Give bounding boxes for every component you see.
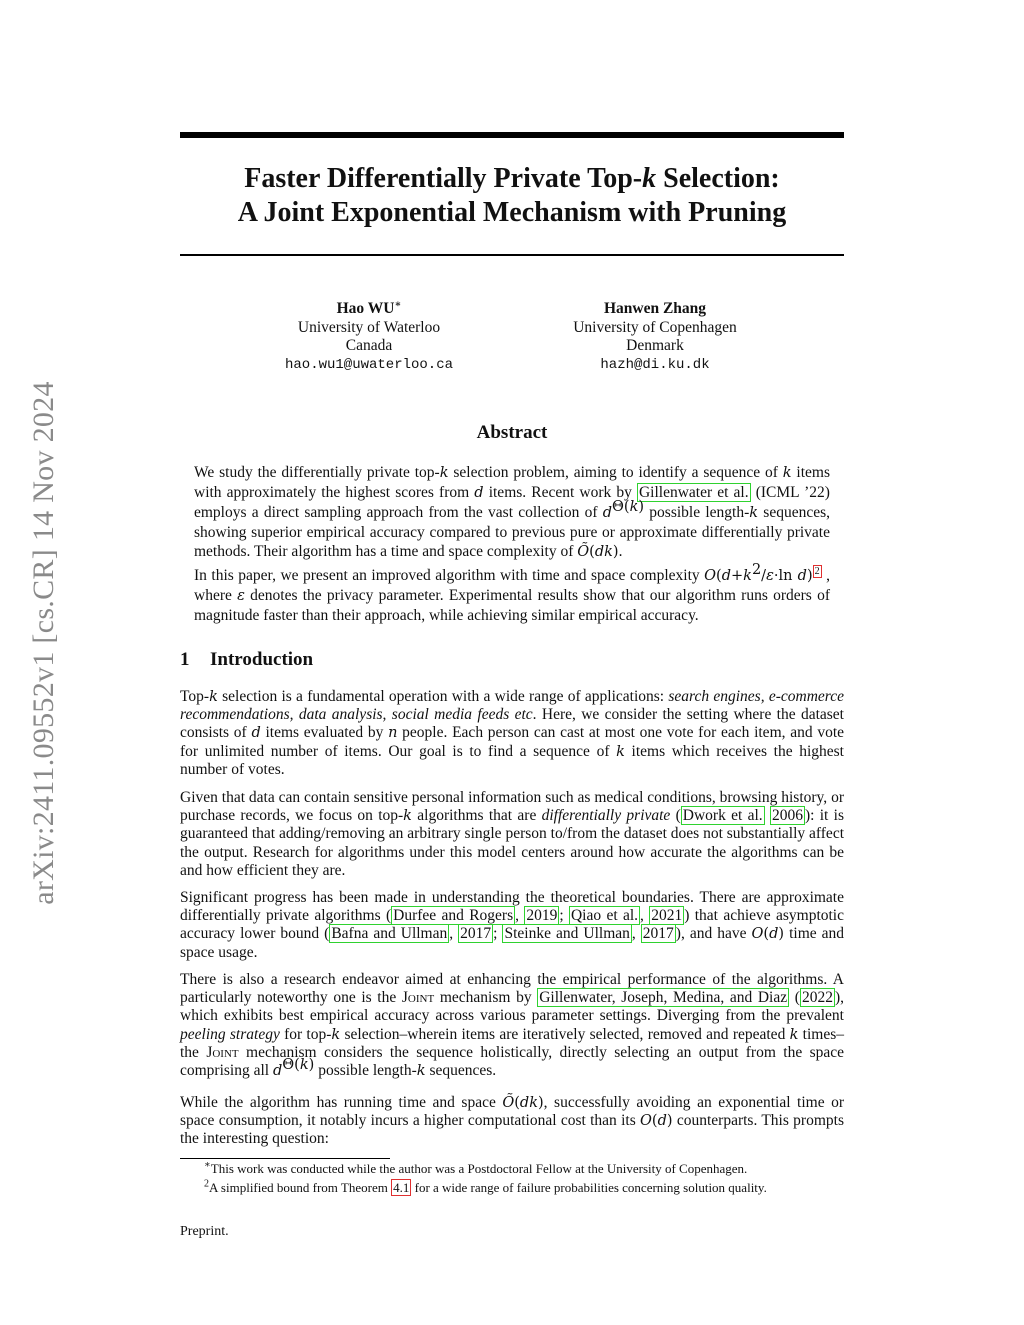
intro-paragraph-1: Top-k selection is a fundamental operation with a wide range of applications: search engines, e-commerce recommendations, data analysis, social media feeds etc. Here, we consider the setting where the dataset consists of d items evaluated by n people. Each person can cast at most one vote for each item, and vote for unlimited number of items. Our goal is to find a sequence of k items which receives the highest number of votes. bbox=[180, 688, 845, 778]
citation-gillenwater-full[interactable]: Gillenwater, Joseph, Medina, and Diaz bbox=[539, 989, 788, 1007]
author-affiliation: University of Waterloo bbox=[297, 318, 441, 336]
citation-durfee-year[interactable]: 2019 bbox=[526, 907, 558, 925]
author-email[interactable]: hao.wu1@uwaterloo.ca bbox=[284, 356, 454, 373]
citation-bafna-year[interactable]: 2017 bbox=[460, 925, 492, 943]
theorem-ref[interactable]: 4.1 bbox=[393, 1180, 410, 1195]
footnote-2: $^2$A simplified bound from Theorem 4.1 for a wide range of failure probabilities concerning solution quality. bbox=[204, 1178, 767, 1195]
footnote-rule bbox=[180, 1158, 390, 1159]
citation-steinke[interactable]: Steinke and Ullman bbox=[504, 925, 630, 943]
citation-steinke-year[interactable]: 2017 bbox=[642, 925, 674, 943]
author-block-2 bbox=[525, 300, 785, 374]
author-email[interactable]: hazh@di.ku.dk bbox=[600, 356, 710, 373]
title-top-rule bbox=[180, 132, 844, 138]
footnote-1: ∗This work was conducted while the author was a Postdoctoral Fellow at the University of Copenhagen. bbox=[204, 1159, 748, 1176]
intro-paragraph-5: While the algorithm has running time and space Õ(dk), successfully avoiding an exponential time or space consumption, it notably incurs a higher computational cost than its O(d) counterparts. This prompts the interesting question: bbox=[180, 1094, 844, 1148]
author-affiliation: University of Copenhagen bbox=[573, 318, 737, 336]
citation-qiao-year[interactable]: 2021 bbox=[651, 907, 683, 925]
citation-dwork-year[interactable]: 2006 bbox=[771, 807, 803, 825]
arxiv-stamp bbox=[22, 343, 66, 943]
footnote-ref-2[interactable]: 2 bbox=[814, 565, 820, 577]
intro-paragraph-3: Significant progress has been made in understanding the theoretical boundaries. There are approximate differentially private algorithms ( Durfee and Rogers , 2019 ; Qiao et al. , 2021 ) that achieve asymptotic accuracy lower bound ( Bafna and Ullman , 2017 ; Steinke and Ullman , 2017 ), and have O(d) time and space usage. bbox=[180, 889, 845, 961]
abstract-paragraph-1: We study the differentially private top-k selection problem, aiming to identify a sequence of k items with approximately the highest scores from d items. Recent work by Gillenwater et al. (ICML ’22) employs a direct sampling approach from the vast collection of $d^{\Theta(k)}$ possible length-k sequences, showing superior empirical accuracy compared to previous pure or approximate differentially private methods. Their algorithm has a time and space complexity of Õ(dk). bbox=[194, 464, 831, 560]
author-name: Hao WU∗ bbox=[336, 298, 402, 317]
citation-gillenwater-year[interactable]: 2022 bbox=[801, 989, 833, 1007]
title-bottom-rule bbox=[180, 254, 844, 256]
citation-qiao[interactable]: Qiao et al. bbox=[570, 907, 639, 925]
author-country: Denmark bbox=[626, 337, 684, 354]
citation-dwork[interactable]: Dwork et al. bbox=[682, 807, 763, 825]
author-country: Canada bbox=[345, 337, 393, 354]
intro-paragraph-4: There is also a research endeavor aimed at enhancing the empirical performance of the algorithms. A particularly noteworthy one is the Joint mechanism by Gillenwater, Joseph, Medina, and Diaz ( 2022 ), which exhibits best empirical accuracy across various parameter settings. Diverging from the prevalent peeling strategy for top-k selection–wherein items are iteratively selected, removed and repeated k times–the Joint mechanism considers the sequence holistically, directly selecting an output from the space comprising all $d^{\Theta(k)}$ possible length-k sequences. bbox=[180, 971, 845, 1080]
section-heading: 1 Introduction bbox=[180, 649, 314, 670]
citation-durfee[interactable]: Durfee and Rogers bbox=[393, 907, 514, 925]
author-name: Hanwen Zhang bbox=[603, 300, 707, 317]
paper-title: Faster Differentially Private Top-k Selection: A Joint Exponential Mechanism with Pruning bbox=[237, 163, 787, 228]
footer-preprint: Preprint. bbox=[180, 1224, 229, 1239]
author-block-1 bbox=[239, 300, 499, 374]
intro-paragraph-2: Given that data can contain sensitive personal information such as medical conditions, browsing history, or purchase records, we focus on top-k algorithms that are differentially private ( Dwork et al. 2006 ): it is guaranteed that adding/removing an arbitrary single person to/from the dataset does not substantially affect the output. Research for algorithms under this model centers around how accurate the algorithms can be and how efficient they are. bbox=[180, 789, 844, 879]
citation-bafna[interactable]: Bafna and Ullman bbox=[331, 925, 448, 943]
arxiv-stamp-text: arXiv:2411.09552v1 [cs.CR] 14 Nov 2024 bbox=[27, 381, 60, 905]
abstract-heading: Abstract bbox=[476, 422, 548, 443]
citation-gillenwater[interactable]: Gillenwater et al. bbox=[638, 484, 749, 501]
abstract-paragraph-2: In this paper, we present an improved algorithm with time and space complexity $O(d+k^2/\varepsilon\cdot\ln$ d) $^2$ , where ε denotes the privacy parameter. Experimental results show that our algorithm runs orders of magnitude faster than their approach, while achieving similar empirical accuracy. bbox=[194, 561, 830, 624]
